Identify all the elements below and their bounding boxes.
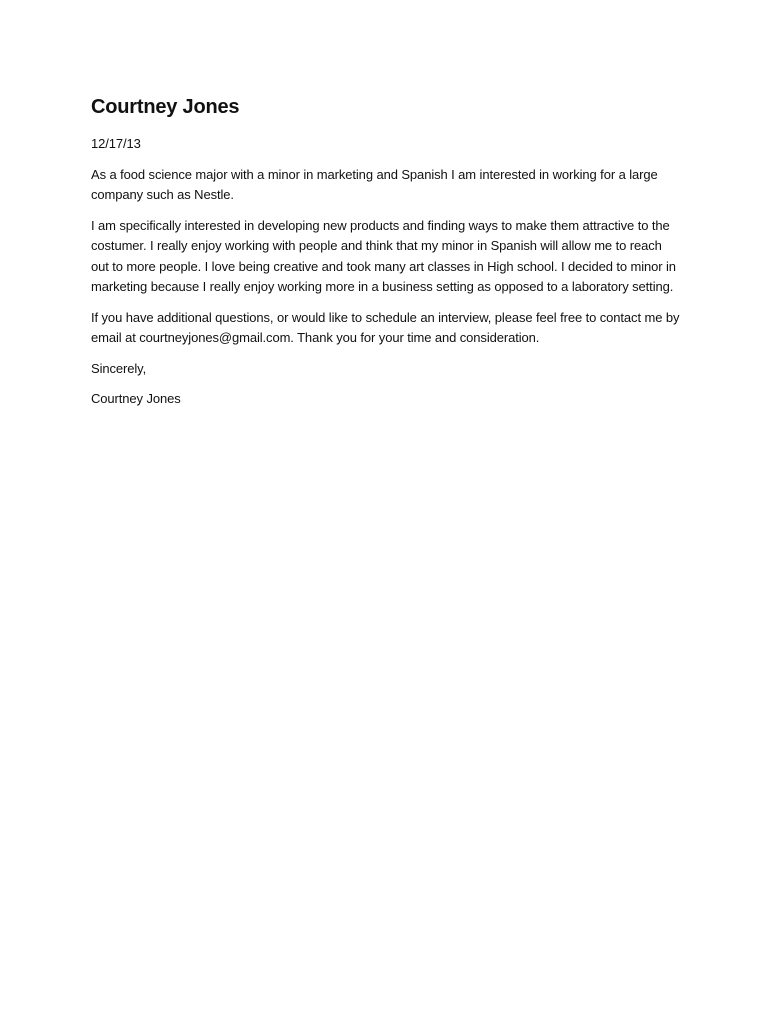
letter-paragraph-interests: I am specifically interested in developing new products and finding ways to make them attractive to the costumer. I really enjoy working with people and think that my minor in Spanish will allow me to reach out to more people. I love being creative and took many art classes in High school. I decided to minor in marketing because I really enjoy working more in a business setting as opposed to a laboratory setting. bbox=[91, 217, 676, 294]
letter-paragraph-contact: If you have additional questions, or would like to schedule an interview, please feel free to contact me by email at courtneyjones@gmail.com. Thank you for your time and consideration. bbox=[91, 309, 680, 345]
letter-signature: Courtney Jones bbox=[91, 391, 181, 406]
letter-closing: Sincerely, bbox=[91, 360, 147, 376]
cover-letter bbox=[91, 92, 681, 410]
letter-heading-name: Courtney Jones bbox=[91, 96, 240, 118]
letter-paragraph-intro: As a food science major with a minor in marketing and Spanish I am interested in working for a large company such as Nestle. bbox=[91, 166, 658, 202]
letter-date: 12/17/13 bbox=[91, 136, 141, 151]
